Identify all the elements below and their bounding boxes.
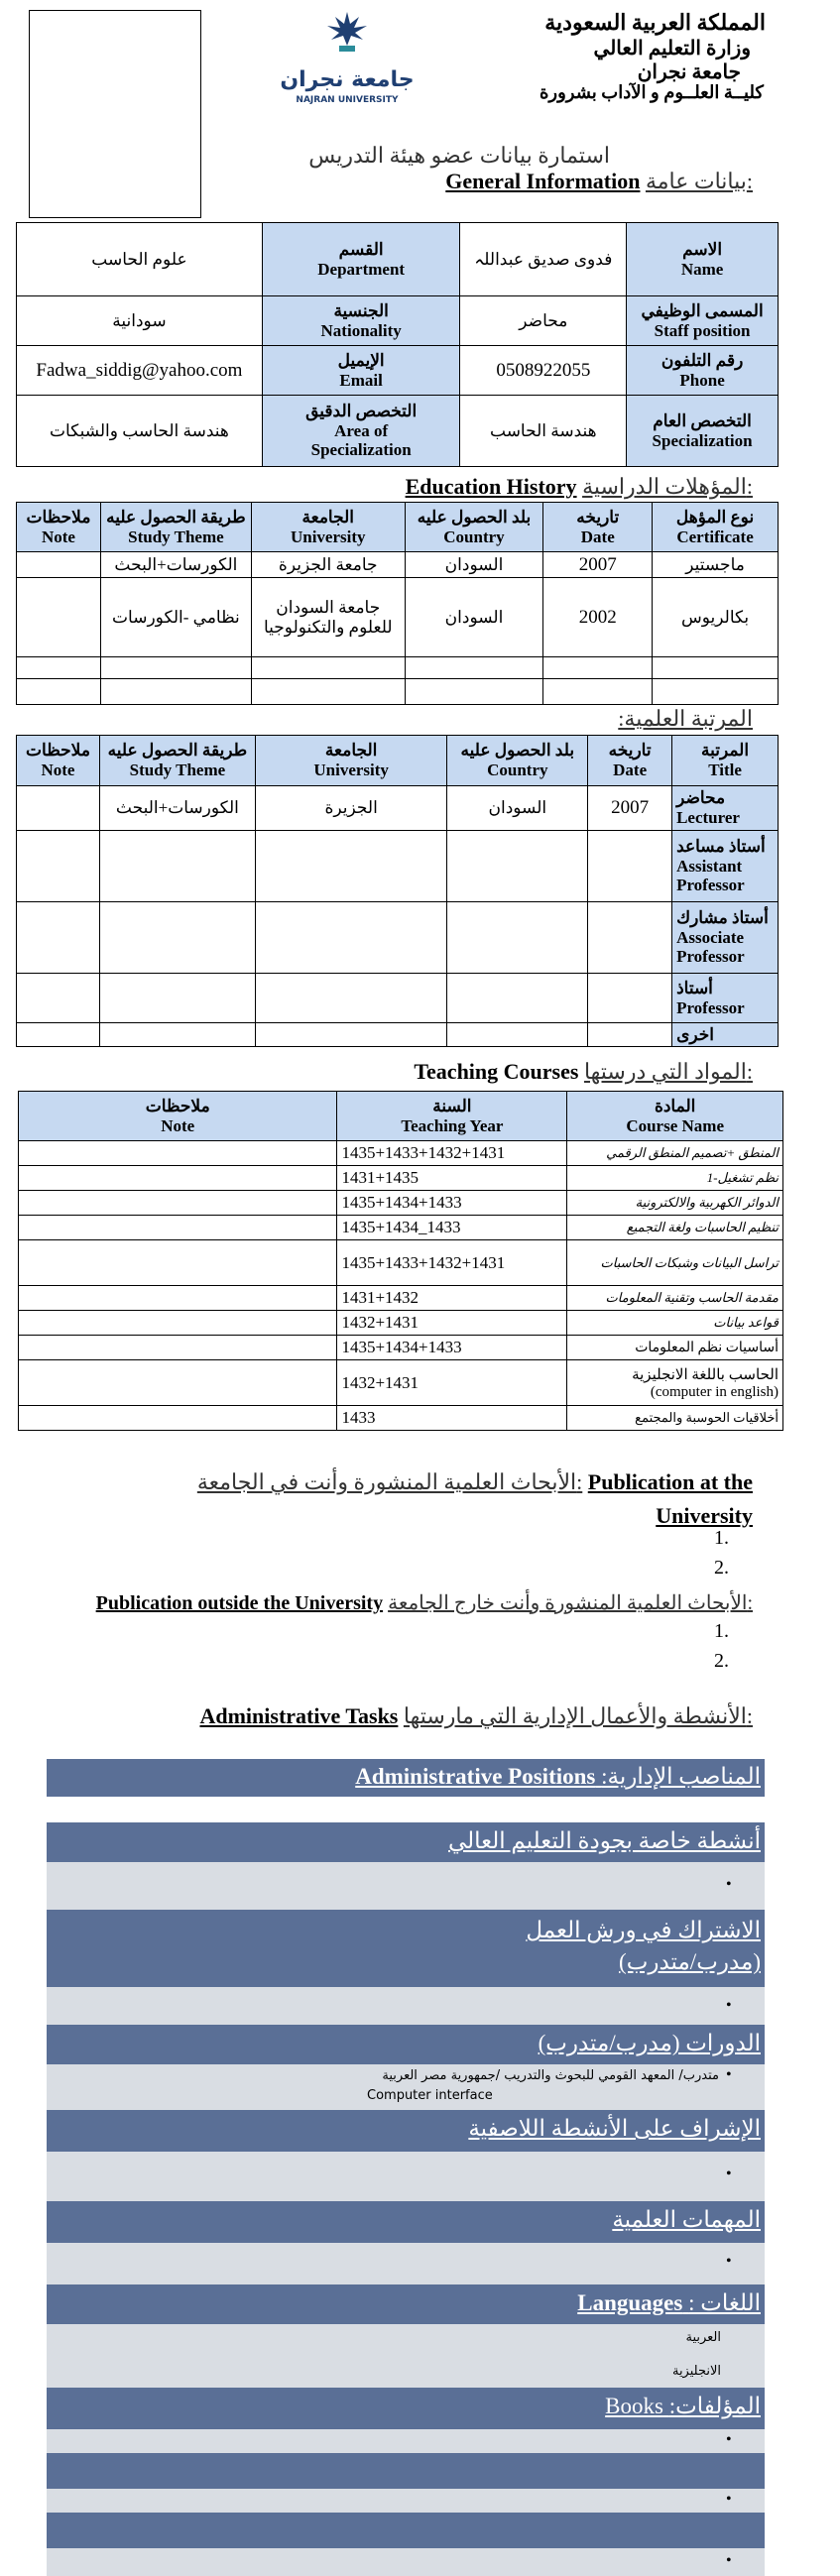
books-body-2: •: [47, 2489, 765, 2513]
publication-out-item-1: 1.: [714, 1620, 729, 1642]
header-line-1: المملكة العربية السعودية: [544, 10, 766, 35]
edu-h-university: الجامعة University: [251, 503, 405, 552]
area-value: هندسة الحاسب والشبكات: [17, 396, 263, 467]
photo-box: [29, 10, 201, 218]
table-row: الكورسات+البحث جامعة الجزيرة السودان 2007 ماجستير: [17, 552, 779, 578]
email-value: Fadwa_siddig@yahoo.com: [17, 346, 263, 396]
spec-value: هندسة الحاسب: [460, 396, 627, 467]
table-row: 1433 أخلاقيات الحوسبة والمجتمع: [19, 1406, 783, 1431]
phone-value: 0508922055: [460, 346, 627, 396]
courses-table: [18, 1091, 783, 1431]
area-header: التخصص الدقيق Area of Specialization: [262, 396, 460, 467]
header-line-4: كليــة العلــوم و الآداب بشرورة: [539, 82, 764, 102]
scientific-tasks-band: المهمات العلمية: [47, 2201, 765, 2243]
edu-h-theme: طريقة الحصول عليه Study Theme: [100, 503, 251, 552]
table-row: أستاذ Professor: [17, 974, 779, 1023]
table-row: الكورسات+البحث الجزيرة السودان 2007 محاضر Lecturer: [17, 786, 779, 831]
name-value: فدوى صديق عبداللہ: [460, 223, 627, 296]
education-table: [16, 502, 779, 705]
scientific-tasks-body: •: [47, 2243, 765, 2284]
books-body-1: •: [47, 2429, 765, 2453]
quality-band: أنشطة خاصة بجودة التعليم العالي: [47, 1822, 765, 1862]
course-h-name: المادة Course Name: [567, 1092, 783, 1141]
edu-h-note: ملاحظات Note: [17, 503, 101, 552]
table-row: 1435+1433+1432+1431 المنطق +تصميم المنطق الرقمي: [19, 1141, 783, 1166]
workshops-band: الاشتراك في ورش العمل (مدرب/متدرب): [47, 1910, 765, 1987]
form-title: استمارة بيانات عضو هيئة التدريس: [308, 143, 610, 168]
table-row: أستاذ مساعد Assistant Professor: [17, 831, 779, 902]
courses-body: • متدرب/ المعهد القومي للبحوث والتدريب /جمهورية مصر العربية Computer interface: [47, 2064, 765, 2110]
course-h-note: ملاحظات Note: [19, 1092, 337, 1141]
general-info-heading: General Information بيانات عامة:: [445, 169, 753, 193]
table-row: 1432+1431 قواعد بيانات: [19, 1311, 783, 1336]
logo-text-ar: جامعة نجران: [280, 67, 415, 92]
admin-heading: Administrative Tasks الأنشطة والأعمال الإدارية التي مارستها:: [199, 1703, 753, 1728]
edu-h-country: بلد الحصول عليه Country: [405, 503, 543, 552]
courses-band: الدورات (مدرب/متدرب): [47, 2025, 765, 2064]
admin-positions-band: المناصب الإدارية: Administrative Positions: [47, 1759, 765, 1797]
dept-header: القسم Department: [262, 223, 460, 296]
languages-body: العربية الانجليزية: [47, 2324, 765, 2388]
rank-h-university: الجامعة University: [255, 736, 447, 786]
table-row: 1432+1431 الحاسب باللغة الانجليزية (computer in english): [19, 1360, 783, 1406]
table-row: اخرى: [17, 1023, 779, 1047]
rank-heading: المرتبة العلمية:: [618, 706, 753, 731]
table-row: 1431+1432 مقدمة الحاسب وتقنية المعلومات: [19, 1286, 783, 1311]
table-row: 1435+1434_1433 تنظيم الحاسبات ولغة التجميع: [19, 1216, 783, 1240]
languages-band: اللغات : Languages: [47, 2284, 765, 2324]
edu-h-cert: نوع المؤهل Certificate: [653, 503, 779, 552]
table-row: 1435+1433+1432+1431 تراسل البيانات وشبكات الحاسبات: [19, 1240, 783, 1286]
name-header: الاسم Name: [627, 223, 779, 296]
rank-h-note: ملاحظات Note: [17, 736, 100, 786]
table-row: 1435+1434+1433 أساسيات نظم المعلومات: [19, 1336, 783, 1360]
publication-in-item-2: 2.: [714, 1557, 729, 1579]
books-band: المؤلفات: Books: [47, 2388, 765, 2429]
rank-h-title: المرتبة Title: [672, 736, 779, 786]
extracurricular-body: •: [47, 2152, 765, 2201]
courses-heading: Teaching Courses المواد التي درستها:: [414, 1059, 753, 1084]
course-h-year: السنة Teaching Year: [337, 1092, 567, 1141]
phone-header: رقم التلفون Phone: [627, 346, 779, 396]
education-heading: Education History المؤهلات الدراسية:: [405, 474, 753, 499]
position-header: المسمى الوظيفي Staff position: [627, 296, 779, 346]
table-row: 1431+1435 نظم تشغيل-1: [19, 1166, 783, 1191]
admin-positions-body: [47, 1797, 765, 1822]
nationality-header: الجنسية Nationality: [262, 296, 460, 346]
rank-table: [16, 735, 779, 1047]
edu-h-date: تاريخه Date: [543, 503, 653, 552]
logo-text-en: NAJRAN UNIVERSITY: [296, 95, 399, 105]
dept-value: علوم الحاسب: [17, 223, 263, 296]
email-header: الإيميل Email: [262, 346, 460, 396]
rank-h-country: بلد الحصول عليه Country: [447, 736, 588, 786]
spec-header: التخصص العام Specialization: [627, 396, 779, 467]
books-band-2: [47, 2453, 765, 2489]
header-line-2: وزارة التعليم العالي: [593, 38, 751, 59]
quality-body: •: [47, 1862, 765, 1910]
books-band-3: [47, 2513, 765, 2548]
publication-in-item-1: 1.: [714, 1527, 729, 1549]
general-info-table: [16, 222, 779, 467]
rank-h-date: تاريخه Date: [588, 736, 672, 786]
university-logo: [278, 8, 417, 107]
books-body-3: •: [47, 2548, 765, 2576]
table-row: نظامي -الكورسات جامعة السودان للعلوم والتكنولوجيا السودان 2002 بكالريوس: [17, 578, 779, 657]
table-row: أستاذ مشارك Associate Professor: [17, 902, 779, 974]
nationality-value: سودانية: [17, 296, 263, 346]
workshops-body: •: [47, 1987, 765, 2025]
rank-h-theme: طريقة الحصول عليه Study Theme: [99, 736, 255, 786]
position-value: محاضر: [460, 296, 627, 346]
table-row: 1435+1434+1433 الدوائر الكهربية والالكترونية: [19, 1191, 783, 1216]
publications-in-heading: الأبحاث العلمية المنشورة وأنت في الجامعة: Publication at the University: [196, 1469, 753, 1528]
extracurricular-band: الإشراف على الأنشطة اللاصفية: [47, 2110, 765, 2152]
header-line-3: جامعة نجران: [637, 61, 741, 83]
publication-out-item-2: 2.: [714, 1650, 729, 1672]
publications-out-heading: Publication outside the University الأبحاث العلمية المنشورة وأنت خارج الجامعة:: [95, 1592, 753, 1614]
